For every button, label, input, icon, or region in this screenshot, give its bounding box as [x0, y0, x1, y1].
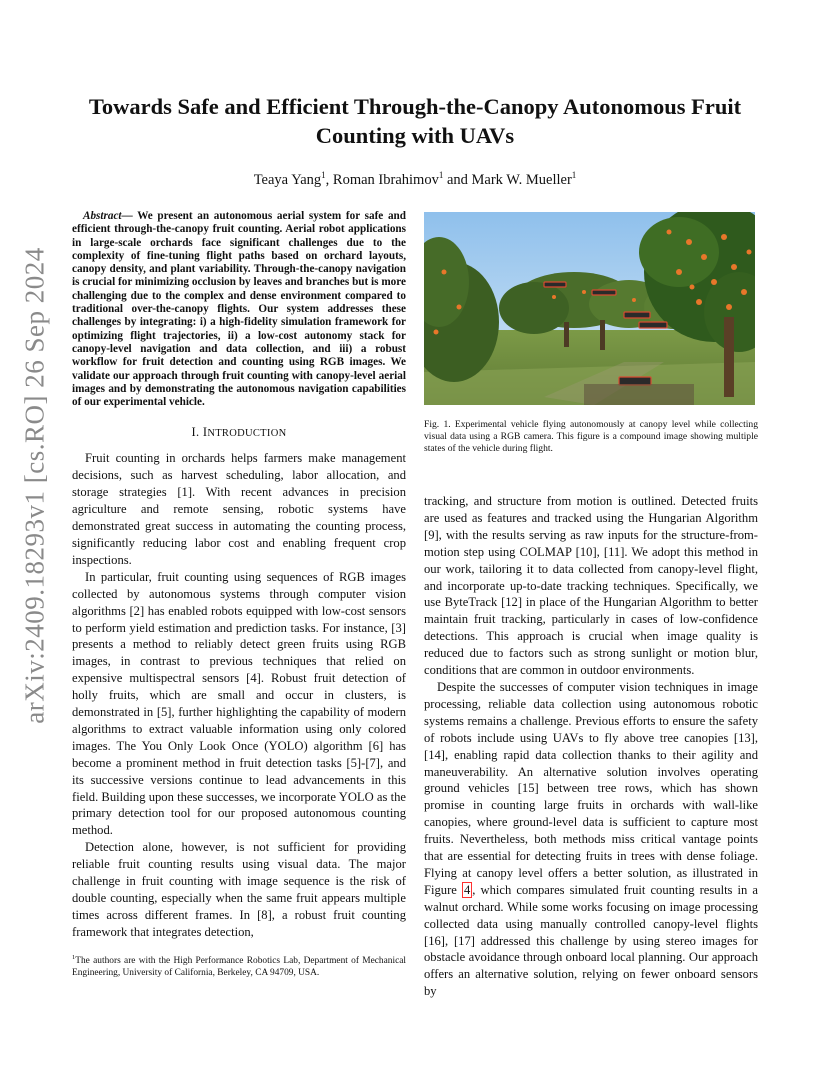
- figure-reference-link[interactable]: 4: [463, 882, 471, 897]
- author-separator: ,: [325, 171, 333, 188]
- left-column: [72, 210, 406, 941]
- section-title-first-letter: I: [202, 425, 208, 440]
- abstract-dash: —: [121, 210, 138, 222]
- arxiv-identifier-stamp: [18, 246, 52, 724]
- author-separator: and: [443, 171, 472, 188]
- author-affiliation-mark: 1: [571, 170, 577, 180]
- section-heading-introduction: [72, 425, 406, 440]
- body-paragraph: Fruit counting in orchards helps farmers make management decisions, such as harvest scheduling, labor allocation, and storage strategies [1]. With recent advances in precision agriculture and remote sensing, robotic systems have demonstrated great success in automating the counting process, significantly reducing labor cost and enabling frequent crop inspections.: [72, 451, 406, 567]
- abstract-text: We present an autonomous aerial system for safe and efficient through-the-canopy fruit counting. Aerial robot applications in large-scale orchards face significant challenges due to the complexity of fine-tuning flight paths based on orchard layouts, canopy density, and plant variability. Through-the-canopy navigation is crucial for minimizing occlusion by leaves and branches but is more challenging due to the complex and dense environment compared to traditional over-the-canopy flights. Our system addresses these challenges by integrating: i) a high-fidelity simulation framework for optimizing flight trajectories, ii) a low-cost autonomy stack for canopy-level navigation and data collection, and iii) a robust workflow for fruit detection and counting using RGB images. We validate our approach through fruit counting with canopy-level aerial images and by demonstrating the autonomous navigation capabilities of our experimental vehicle.: [72, 210, 406, 409]
- paragraph-text: Despite the successes of computer vision techniques in image processing, reliable data collection using autonomous robotic systems remains a challenge. Previous efforts to ensure the safety of robots include using UAVs to fly above tree canopies [13], [14], enabling rapid data collection thanks to their agility and maneuverability. An alternative solution involves operating ground vehicles [15] between tree rows, which has shown promise in counting large fruits in orchards with wall-like canopies, where ground-level data is sufficient to capture most fruits. Nevertheless, both methods miss critical vantage points that are essential for detecting fruits in trees with dense foliage. Flying at canopy level offers a better solution, as illustrated in Figure: [424, 679, 758, 897]
- author-affiliation-mark: 1: [438, 170, 444, 180]
- abstract-label: Abstract: [83, 210, 122, 222]
- right-column-text: [424, 493, 758, 1000]
- right-column-figure: [424, 210, 758, 454]
- figure-1-orchard-photo: [424, 212, 755, 405]
- author-affiliation-mark: 1: [321, 170, 326, 180]
- body-paragraph: [424, 679, 758, 1000]
- body-paragraph: In particular, fruit counting using sequences of RGB images collected by autonomous systems through computer vision algorithms [2] has enabled robots equipped with low-cost sensors to perform yield estimation and prediction tasks. For instance, [3] presents a method to reliably detect green fruits using RGB images, in contrast to previous techniques that relied on expensive multispectral sensors [4]. Robust fruit detection of holly fruits, which are small and occur in clusters, is demonstrated in [5], further highlighting the capability of modern algorithms to extract valuable information using only colored images. The You Only Look Once (YOLO) algorithm [6] has become a prominent method in fruit detection tasks [5]-[7], and its successive versions continue to lead advancements in this field. Building upon these successes, we incorporate YOLO as the primary detection tool for our proposed autonomous counting method.: [72, 569, 406, 838]
- footnote-text: The authors are with the High Performance Robotics Lab, Department of Mechanical Engineering, University of California, Berkeley, CA 94709, USA.: [72, 956, 406, 978]
- author-name: Mark W. Mueller: [471, 171, 572, 188]
- paper-title: Towards Safe and Efficient Through-the-Canopy Autonomous Fruit Counting with UAVs: [88, 94, 742, 148]
- arxiv-identifier-text: arXiv:2409.18293v1 [cs.RO] 26 Sep 2024: [19, 246, 50, 724]
- figure-1-caption: Fig. 1. Experimental vehicle flying autonomously at canopy level while collecting visual data using a RGB camera. This figure is a compound image showing multiple states of the vehicle during flight.: [424, 419, 758, 454]
- affiliation-footnote: [72, 952, 406, 979]
- body-paragraph: Detection alone, however, is not sufficient for providing reliable fruit counting results using visual data. The major challenge in fruit counting with image sequence is the risk of double counting, especially when the same fruit appears multiple times across different frames. In [8], a robust fruit counting framework that integrates detection,: [72, 840, 406, 939]
- orchard-drone-photo: [424, 212, 755, 405]
- body-paragraph: tracking, and structure from motion is outlined. Detected fruits are used as features and tracked using the Hungarian Algorithm [9], with the results serving as raw inputs for the structure-from-motion step using COLMAP [10], [11]. We adopt this method in our work, tailoring it to data collected from canopy-level flight, and incorporate up-to-date tracking techniques. Specifically, we use ByteTrack [12] in place of the Hungarian Algorithm to better maintain fruit tracking, particularly in cases of low-confidence detections. This approach is crucial when image quality is reduced due to factors such as strong sunlight or motion blur, conditions that are common in outdoor environments.: [424, 494, 758, 678]
- author-name: Roman Ibrahimov: [332, 171, 439, 188]
- paragraph-text: , which compares simulated fruit counting results in a walnut orchard. While some works focusing on image processing collected data using manually controlled canopy-level flights [16], [17] addressed this challenge by using stereo images for obstacle avoidance through onboard local planning. Our approach offers an alternative solution, relying on fewer onboard sensors by: [424, 882, 758, 999]
- footnote-mark: 1: [72, 954, 76, 961]
- section-title-rest: NTRODUCTION: [207, 428, 287, 440]
- abstract: [72, 210, 406, 409]
- author-name: Teaya Yang: [253, 171, 322, 188]
- section-number: I.: [191, 425, 203, 440]
- author-list: [72, 170, 758, 189]
